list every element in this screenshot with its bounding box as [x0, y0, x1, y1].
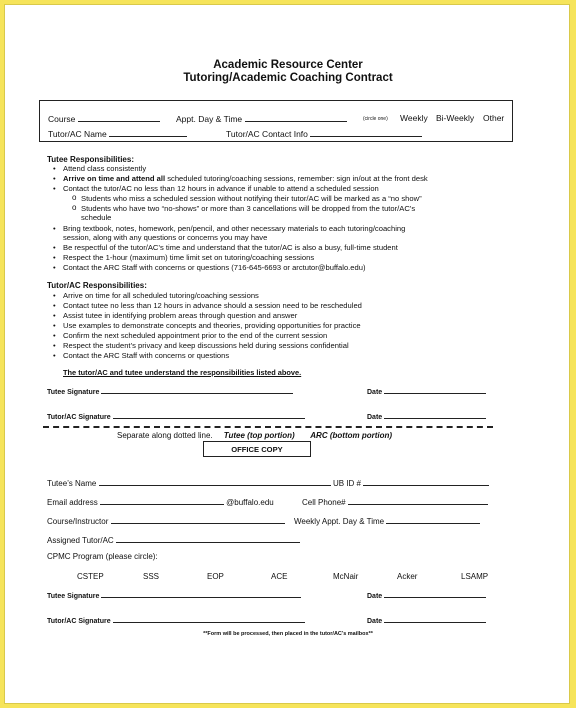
- tutee-signature-date[interactable]: Date: [367, 385, 486, 396]
- weekly-appt-field[interactable]: Weekly Appt. Day & Time: [294, 515, 480, 526]
- tutee-signature-field[interactable]: Tutee Signature: [47, 385, 293, 396]
- tutor-item-3: • Assist tutee in identifying problem areas through question and answer: [53, 311, 298, 320]
- office-tutee-signature-field[interactable]: Tutee Signature: [47, 589, 301, 600]
- tutor-item-2: • Contact tutee no less than 12 hours in advance should a session need to be rescheduled: [53, 301, 362, 310]
- office-tutee-signature-date[interactable]: Date: [367, 589, 486, 600]
- freq-biweekly[interactable]: Bi-Weekly: [436, 113, 475, 123]
- freq-weekly[interactable]: Weekly: [400, 113, 428, 123]
- cut-line: [43, 426, 493, 428]
- program-eop[interactable]: EOP: [207, 572, 224, 581]
- tutee-item-5: • Be respectful of the tutor/AC’s time and understand that the tutor/AC is also a busy, full-time student: [53, 243, 398, 252]
- appt-day-time-field[interactable]: Appt. Day & Time: [176, 113, 347, 124]
- footer-note: **Form will be processed, then placed in the tutor/AC’s mailbox**: [203, 631, 373, 637]
- cell-phone-field[interactable]: Cell Phone#: [302, 496, 488, 507]
- page-title: Academic Resource Center: [213, 59, 363, 71]
- tutor-signature-field[interactable]: Tutor/AC Signature: [47, 410, 305, 421]
- tutor-item-6: • Respect the student’s privacy and keep discussions held during sessions confidential: [53, 341, 349, 350]
- contract-page: [4, 4, 570, 704]
- tutee-subitem-1: o Students who miss a scheduled session without notifying their tutor/AC will be marked as a “no show”: [72, 193, 422, 203]
- page-subtitle: Tutoring/Academic Coaching Contract: [183, 72, 393, 84]
- tutee-name-field[interactable]: Tutee’s Name: [47, 477, 331, 488]
- program-cstep[interactable]: CSTEP: [77, 572, 104, 581]
- tutee-item-2: • Arrive on time and attend all scheduled tutoring/coaching sessions, remember: sign in/out at the front desk: [53, 174, 428, 183]
- tutee-item-3: • Contact the tutor/AC no less than 12 hours in advance if unable to attend a scheduled session: [53, 184, 379, 193]
- tutor-heading: Tutor/AC Responsibilities:: [47, 281, 147, 290]
- program-acker[interactable]: Acker: [397, 572, 418, 581]
- program-sss[interactable]: SSS: [143, 572, 160, 581]
- agreement-statement: The tutor/AC and tutee understand the responsibilities listed above.: [63, 368, 302, 377]
- cpmc-program-label: CPMC Program (please circle):: [47, 552, 158, 561]
- tutor-item-5: • Confirm the next scheduled appointment prior to the end of the current session: [53, 331, 328, 340]
- tutee-item-1: • Attend class consistently: [53, 164, 147, 173]
- tutee-item-4: • Bring textbook, notes, homework, pen/pencil, and other necessary materials to each tutoring/coaching: [53, 224, 406, 233]
- contract-info-box: [39, 100, 513, 142]
- tutee-heading: Tutee Responsibilities:: [47, 155, 134, 164]
- course-instructor-field[interactable]: Course/Instructor: [47, 515, 285, 526]
- tutor-signature-date[interactable]: Date: [367, 410, 486, 421]
- tutor-item-1: • Arrive on time for all scheduled tutoring/coaching sessions: [53, 291, 259, 300]
- tutee-item-7: • Contact the ARC Staff with concerns or questions (716-645-6693 or arctutor@buffalo.edu): [53, 263, 366, 272]
- program-ace[interactable]: ACE: [271, 572, 288, 581]
- program-mcnair[interactable]: McNair: [333, 572, 359, 581]
- circle-one-note: (circle one): [363, 116, 388, 122]
- office-tutor-signature-field[interactable]: Tutor/AC Signature: [47, 614, 305, 625]
- separator-note: Separate along dotted line. Tutee (top portion) ARC (bottom portion): [117, 431, 393, 440]
- assigned-tutor-field[interactable]: Assigned Tutor/AC: [47, 534, 300, 545]
- tutee-subitem-2-cont: schedule: [81, 213, 112, 222]
- ub-id-field[interactable]: UB ID #: [333, 477, 489, 488]
- office-tutor-signature-date[interactable]: Date: [367, 614, 486, 625]
- tutor-name-field[interactable]: Tutor/AC Name: [48, 128, 187, 139]
- tutor-item-4: • Use examples to demonstrate concepts and theories, providing opportunities for practice: [53, 321, 361, 330]
- tutor-contact-field[interactable]: Tutor/AC Contact Info: [226, 128, 422, 139]
- office-copy-label: OFFICE COPY: [203, 441, 311, 457]
- freq-other[interactable]: Other: [483, 113, 505, 123]
- email-field[interactable]: Email address @buffalo.edu: [47, 498, 274, 507]
- tutee-item-4-cont: session, along with any questions or concerns you may have: [63, 233, 268, 242]
- tutor-item-7: • Contact the ARC Staff with concerns or questions: [53, 351, 230, 360]
- tutee-subitem-2: o Students who have two “no-shows” or more than 3 cancellations will be dropped from the tutor/AC’s: [72, 203, 416, 213]
- program-lsamp[interactable]: LSAMP: [461, 572, 489, 581]
- tutee-item-6: • Respect the 1-hour (maximum) time limit set on tutoring/coaching sessions: [53, 253, 315, 262]
- course-field[interactable]: Course: [48, 113, 160, 124]
